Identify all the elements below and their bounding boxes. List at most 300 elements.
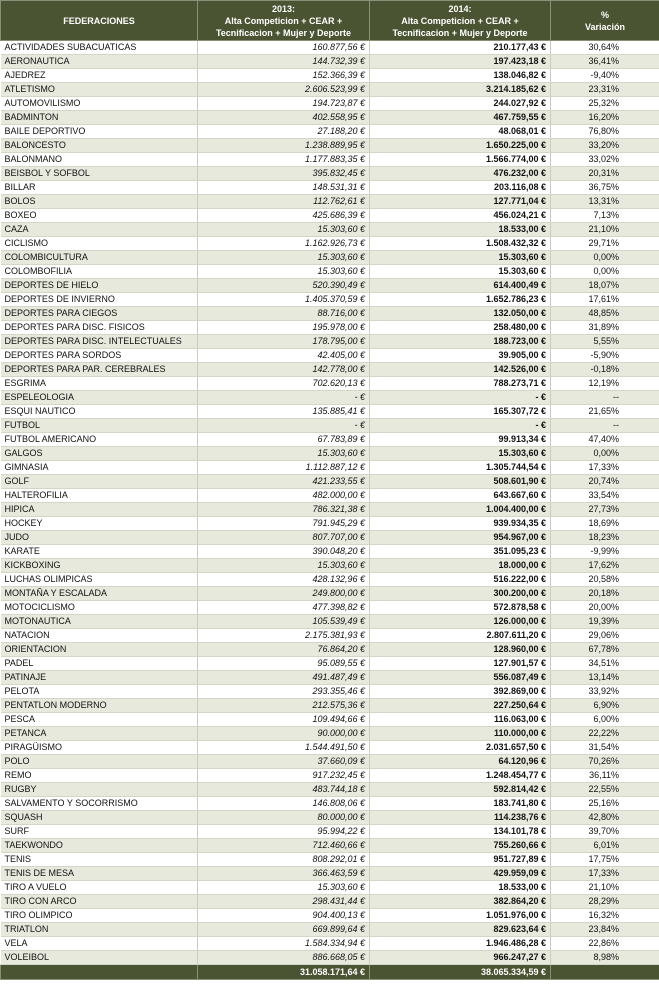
table-row xyxy=(1,111,659,125)
value-2014: 592.814,42 € xyxy=(370,783,551,797)
value-2013: 148.531,31 € xyxy=(198,181,370,195)
federation-name: ATLETISMO xyxy=(1,83,198,97)
variacion: 22,55% xyxy=(551,783,659,797)
federation-name: SALVAMENTO Y SOCORRISMO xyxy=(1,797,198,811)
total-2014: 38.065.334,59 € xyxy=(370,965,551,980)
federation-name: BALONCESTO xyxy=(1,139,198,153)
federation-name: HIPICA xyxy=(1,503,198,517)
federation-name: VOLEIBOL xyxy=(1,951,198,965)
variacion: 5,55% xyxy=(551,335,659,349)
value-2014: 788.273,71 € xyxy=(370,377,551,391)
federation-name: MONTAÑA Y ESCALADA xyxy=(1,587,198,601)
table-row xyxy=(1,783,659,797)
variacion: 47,40% xyxy=(551,433,659,447)
value-2014: 429.959,09 € xyxy=(370,867,551,881)
variacion: 76,80% xyxy=(551,125,659,139)
federation-name: AJEDREZ xyxy=(1,69,198,83)
header-federaciones: FEDERACIONES xyxy=(1,1,198,41)
value-2013: 212.575,36 € xyxy=(198,699,370,713)
table-row xyxy=(1,951,659,965)
federation-name: DEPORTES DE HIELO xyxy=(1,279,198,293)
value-2014: 951.727,89 € xyxy=(370,853,551,867)
value-2014: 300.200,00 € xyxy=(370,587,551,601)
federation-name: GOLF xyxy=(1,475,198,489)
value-2014: 1.650.225,00 € xyxy=(370,139,551,153)
variacion: 27,73% xyxy=(551,503,659,517)
variacion: 18,69% xyxy=(551,517,659,531)
variacion: 21,65% xyxy=(551,405,659,419)
federation-name: JUDO xyxy=(1,531,198,545)
federation-name: RUGBY xyxy=(1,783,198,797)
value-2013: 27.188,20 € xyxy=(198,125,370,139)
table-row xyxy=(1,405,659,419)
value-2014: 516.222,00 € xyxy=(370,573,551,587)
table-row xyxy=(1,167,659,181)
table-row xyxy=(1,349,659,363)
header-2014-line1: Alta Competicion + CEAR + xyxy=(401,15,519,26)
value-2013: 160.877,56 € xyxy=(198,41,370,55)
federation-name: CICLISMO xyxy=(1,237,198,251)
table-row xyxy=(1,335,659,349)
federation-name: BAILE DEPORTIVO xyxy=(1,125,198,139)
table-row xyxy=(1,755,659,769)
value-2013: 1.584.334,94 € xyxy=(198,937,370,951)
table-row xyxy=(1,83,659,97)
variacion: 36,75% xyxy=(551,181,659,195)
variacion: 16,20% xyxy=(551,111,659,125)
value-2013: 520.390,49 € xyxy=(198,279,370,293)
header-var-line2: Variación xyxy=(584,21,626,32)
variacion: 20,00% xyxy=(551,601,659,615)
variacion: -- xyxy=(551,391,659,405)
variacion: 70,26% xyxy=(551,755,659,769)
header-2013 xyxy=(198,1,370,41)
federation-name: SQUASH xyxy=(1,811,198,825)
variacion: 29,06% xyxy=(551,629,659,643)
federation-name: DEPORTES PARA DISC. FISICOS xyxy=(1,321,198,335)
totals-row xyxy=(1,965,659,980)
value-2013: 807.707,00 € xyxy=(198,531,370,545)
value-2014: 244.027,92 € xyxy=(370,97,551,111)
table-row xyxy=(1,251,659,265)
value-2013: 483.744,18 € xyxy=(198,783,370,797)
federation-name: GALGOS xyxy=(1,447,198,461)
value-2014: 1.566.774,00 € xyxy=(370,153,551,167)
table-row xyxy=(1,391,659,405)
table-body xyxy=(1,41,659,965)
value-2014: 15.303,60 € xyxy=(370,447,551,461)
table-row xyxy=(1,741,659,755)
variacion: 16,32% xyxy=(551,909,659,923)
table-row xyxy=(1,139,659,153)
federation-name: TIRO CON ARCO xyxy=(1,895,198,909)
value-2014: 258.480,00 € xyxy=(370,321,551,335)
value-2014: 18.533,00 € xyxy=(370,881,551,895)
federation-name: CAZA xyxy=(1,223,198,237)
table-row xyxy=(1,97,659,111)
table-row xyxy=(1,531,659,545)
federation-name: SURF xyxy=(1,825,198,839)
value-2014: 114.238,76 € xyxy=(370,811,551,825)
table-row xyxy=(1,769,659,783)
table-row xyxy=(1,937,659,951)
value-2014: 392.869,00 € xyxy=(370,685,551,699)
value-2014: 227.250,64 € xyxy=(370,699,551,713)
value-2013: 88.716,00 € xyxy=(198,307,370,321)
variacion: 33,92% xyxy=(551,685,659,699)
variacion: 22,22% xyxy=(551,727,659,741)
value-2014: 15.303,60 € xyxy=(370,265,551,279)
value-2014: 18.533,00 € xyxy=(370,223,551,237)
value-2014: 3.214.185,62 € xyxy=(370,83,551,97)
value-2013: 15.303,60 € xyxy=(198,447,370,461)
value-2013: 2.175.381,93 € xyxy=(198,629,370,643)
variacion: 39,70% xyxy=(551,825,659,839)
value-2013: 904.400,13 € xyxy=(198,909,370,923)
value-2014: 643.667,60 € xyxy=(370,489,551,503)
value-2014: 1.652.786,23 € xyxy=(370,293,551,307)
table-row xyxy=(1,433,659,447)
value-2013: 135.885,41 € xyxy=(198,405,370,419)
variacion: 8,98% xyxy=(551,951,659,965)
table-row xyxy=(1,125,659,139)
value-2013: 669.899,64 € xyxy=(198,923,370,937)
value-2013: 477.398,82 € xyxy=(198,601,370,615)
value-2014: 127.771,04 € xyxy=(370,195,551,209)
variacion: 25,32% xyxy=(551,97,659,111)
value-2013: 402.558,95 € xyxy=(198,111,370,125)
value-2013: 15.303,60 € xyxy=(198,559,370,573)
value-2013: 37.660,09 € xyxy=(198,755,370,769)
value-2014: 1.248.454,77 € xyxy=(370,769,551,783)
value-2014: 1.004.400,00 € xyxy=(370,503,551,517)
variacion: 20,74% xyxy=(551,475,659,489)
variacion: 29,71% xyxy=(551,237,659,251)
total-variacion xyxy=(551,965,659,980)
variacion: 31,54% xyxy=(551,741,659,755)
value-2014: 127.901,57 € xyxy=(370,657,551,671)
table-row xyxy=(1,41,659,55)
table-row xyxy=(1,363,659,377)
value-2014: 48.068,01 € xyxy=(370,125,551,139)
federation-name: ESQUI NAUTICO xyxy=(1,405,198,419)
federation-name: LUCHAS OLIMPICAS xyxy=(1,573,198,587)
value-2013: 146.808,06 € xyxy=(198,797,370,811)
value-2014: 614.400,49 € xyxy=(370,279,551,293)
value-2013: 42.405,00 € xyxy=(198,349,370,363)
table-row xyxy=(1,419,659,433)
federation-name: ESGRIMA xyxy=(1,377,198,391)
value-2014: 15.303,60 € xyxy=(370,251,551,265)
value-2014: 351.095,23 € xyxy=(370,545,551,559)
value-2014: 508.601,90 € xyxy=(370,475,551,489)
value-2014: 39.905,00 € xyxy=(370,349,551,363)
federation-name: BILLAR xyxy=(1,181,198,195)
value-2014: 203.116,08 € xyxy=(370,181,551,195)
table-row xyxy=(1,853,659,867)
federation-name: KICKBOXING xyxy=(1,559,198,573)
variacion: 42,80% xyxy=(551,811,659,825)
federation-name: BOLOS xyxy=(1,195,198,209)
table-row xyxy=(1,685,659,699)
variacion: 19,39% xyxy=(551,615,659,629)
value-2013: 1.162.926,73 € xyxy=(198,237,370,251)
federation-name: POLO xyxy=(1,755,198,769)
variacion: 18,07% xyxy=(551,279,659,293)
table-row xyxy=(1,629,659,643)
table-row xyxy=(1,69,659,83)
federation-name: COLOMBOFILIA xyxy=(1,265,198,279)
federation-name: BOXEO xyxy=(1,209,198,223)
table-row xyxy=(1,223,659,237)
value-2013: 712.460,66 € xyxy=(198,839,370,853)
value-2013: 390.048,20 € xyxy=(198,545,370,559)
value-2014: 165.307,72 € xyxy=(370,405,551,419)
value-2014: 142.526,00 € xyxy=(370,363,551,377)
value-2014: 116.063,00 € xyxy=(370,713,551,727)
value-2013: 1.112.887,12 € xyxy=(198,461,370,475)
value-2014: 188.723,00 € xyxy=(370,335,551,349)
federation-name: HOCKEY xyxy=(1,517,198,531)
table-row xyxy=(1,279,659,293)
value-2014: 1.305.744,54 € xyxy=(370,461,551,475)
value-2014: 1.508.432,32 € xyxy=(370,237,551,251)
table-row xyxy=(1,517,659,531)
variacion: 18,23% xyxy=(551,531,659,545)
value-2013: 80.000,00 € xyxy=(198,811,370,825)
table-row xyxy=(1,825,659,839)
variacion: 17,33% xyxy=(551,461,659,475)
federation-name: ACTIVIDADES SUBACUATICAS xyxy=(1,41,198,55)
federation-name: AERONAUTICA xyxy=(1,55,198,69)
value-2014: - € xyxy=(370,391,551,405)
variacion: 33,20% xyxy=(551,139,659,153)
variacion: 0,00% xyxy=(551,265,659,279)
table-row xyxy=(1,321,659,335)
value-2013: 917.232,45 € xyxy=(198,769,370,783)
value-2014: 382.864,20 € xyxy=(370,895,551,909)
value-2014: 1.946.486,28 € xyxy=(370,937,551,951)
table-row xyxy=(1,377,659,391)
variacion: 48,85% xyxy=(551,307,659,321)
value-2014: 939.934,35 € xyxy=(370,517,551,531)
federation-name: PELOTA xyxy=(1,685,198,699)
table-row xyxy=(1,489,659,503)
federation-name: TIRO OLIMPICO xyxy=(1,909,198,923)
value-2013: 95.994,22 € xyxy=(198,825,370,839)
value-2013: 791.945,29 € xyxy=(198,517,370,531)
value-2014: 1.051.976,00 € xyxy=(370,909,551,923)
variacion: 6,01% xyxy=(551,839,659,853)
federation-name: PADEL xyxy=(1,657,198,671)
federation-name: BALONMANO xyxy=(1,153,198,167)
federation-name: COLOMBICULTURA xyxy=(1,251,198,265)
value-2013: 491.487,49 € xyxy=(198,671,370,685)
value-2014: 134.101,78 € xyxy=(370,825,551,839)
table-row xyxy=(1,461,659,475)
value-2014: - € xyxy=(370,419,551,433)
header-2014-line2: Tecnificacion + Mujer y Deporte xyxy=(392,27,528,38)
table-row xyxy=(1,671,659,685)
table-row xyxy=(1,293,659,307)
value-2013: 95.089,55 € xyxy=(198,657,370,671)
federation-name: DEPORTES PARA DISC. INTELECTUALES xyxy=(1,335,198,349)
table-row xyxy=(1,867,659,881)
value-2013: 786.321,38 € xyxy=(198,503,370,517)
variacion: -9,40% xyxy=(551,69,659,83)
federation-name: TENIS DE MESA xyxy=(1,867,198,881)
value-2014: 132.050,00 € xyxy=(370,307,551,321)
variacion: 13,31% xyxy=(551,195,659,209)
table-row xyxy=(1,545,659,559)
variacion: 17,61% xyxy=(551,293,659,307)
value-2013: 105.539,49 € xyxy=(198,615,370,629)
header-2013-line1: Alta Competicion + CEAR + xyxy=(224,15,343,26)
federation-name: MOTONAUTICA xyxy=(1,615,198,629)
value-2013: - € xyxy=(198,419,370,433)
table-row xyxy=(1,55,659,69)
variacion: 25,16% xyxy=(551,797,659,811)
variacion: 30,64% xyxy=(551,41,659,55)
table-row xyxy=(1,713,659,727)
value-2014: 476.232,00 € xyxy=(370,167,551,181)
table-row xyxy=(1,797,659,811)
table-row xyxy=(1,727,659,741)
federation-name: PESCA xyxy=(1,713,198,727)
federation-name: BEISBOL Y SOFBOL xyxy=(1,167,198,181)
variacion: 28,29% xyxy=(551,895,659,909)
table-row xyxy=(1,475,659,489)
variacion: 67,78% xyxy=(551,643,659,657)
federation-name: BADMINTON xyxy=(1,111,198,125)
value-2014: 755.260,66 € xyxy=(370,839,551,853)
value-2013: 15.303,60 € xyxy=(198,251,370,265)
variacion: 33,02% xyxy=(551,153,659,167)
variacion: 0,00% xyxy=(551,447,659,461)
value-2013: 76.864,20 € xyxy=(198,643,370,657)
federation-name: FUTBOL xyxy=(1,419,198,433)
table-row xyxy=(1,643,659,657)
value-2013: 421.233,55 € xyxy=(198,475,370,489)
variacion: 0,00% xyxy=(551,251,659,265)
variacion: -- xyxy=(551,419,659,433)
value-2013: 152.366,39 € xyxy=(198,69,370,83)
variacion: -0,18% xyxy=(551,363,659,377)
value-2013: 178.795,00 € xyxy=(198,335,370,349)
federation-name: ORIENTACION xyxy=(1,643,198,657)
table-row xyxy=(1,895,659,909)
value-2014: 829.623,64 € xyxy=(370,923,551,937)
value-2014: 456.024,21 € xyxy=(370,209,551,223)
value-2013: 1.238.889,95 € xyxy=(198,139,370,153)
header-var-line1: % xyxy=(600,9,609,20)
variacion: 36,11% xyxy=(551,769,659,783)
variacion: 36,41% xyxy=(551,55,659,69)
value-2013: 428.132,96 € xyxy=(198,573,370,587)
table-row xyxy=(1,615,659,629)
value-2013: 1.544.491,50 € xyxy=(198,741,370,755)
value-2013: 90.000,00 € xyxy=(198,727,370,741)
value-2013: 425.686,39 € xyxy=(198,209,370,223)
federation-name: DEPORTES PARA PAR. CEREBRALES xyxy=(1,363,198,377)
federation-name: PENTATLON MODERNO xyxy=(1,699,198,713)
value-2014: 138.046,82 € xyxy=(370,69,551,83)
table-row xyxy=(1,699,659,713)
value-2013: 2.606.523,99 € xyxy=(198,83,370,97)
variacion: 13,14% xyxy=(551,671,659,685)
variacion: 23,31% xyxy=(551,83,659,97)
federation-name: TRIATLON xyxy=(1,923,198,937)
variacion: 34,51% xyxy=(551,657,659,671)
variacion: 17,75% xyxy=(551,853,659,867)
value-2014: 556.087,49 € xyxy=(370,671,551,685)
value-2014: 2.807.611,20 € xyxy=(370,629,551,643)
value-2014: 572.878,58 € xyxy=(370,601,551,615)
value-2013: 293.355,46 € xyxy=(198,685,370,699)
federation-name: TIRO A VUELO xyxy=(1,881,198,895)
value-2013: 298.431,44 € xyxy=(198,895,370,909)
table-row xyxy=(1,307,659,321)
value-2013: 249.800,00 € xyxy=(198,587,370,601)
variacion: 6,90% xyxy=(551,699,659,713)
value-2014: 183.741,80 € xyxy=(370,797,551,811)
variacion: 22,86% xyxy=(551,937,659,951)
variacion: 20,31% xyxy=(551,167,659,181)
federation-name: PATINAJE xyxy=(1,671,198,685)
federation-name: TENIS xyxy=(1,853,198,867)
value-2014: 126.000,00 € xyxy=(370,615,551,629)
value-2013: 702.620,13 € xyxy=(198,377,370,391)
federation-name: GIMNASIA xyxy=(1,461,198,475)
value-2014: 467.759,55 € xyxy=(370,111,551,125)
variacion: 21,10% xyxy=(551,223,659,237)
federation-name: DEPORTES PARA SORDOS xyxy=(1,349,198,363)
table-row xyxy=(1,209,659,223)
variacion: 31,89% xyxy=(551,321,659,335)
value-2013: 15.303,60 € xyxy=(198,223,370,237)
table-row xyxy=(1,153,659,167)
value-2013: 886.668,05 € xyxy=(198,951,370,965)
value-2013: 395.832,45 € xyxy=(198,167,370,181)
table-row xyxy=(1,181,659,195)
value-2014: 954.967,00 € xyxy=(370,531,551,545)
variacion: 20,58% xyxy=(551,573,659,587)
table-row xyxy=(1,601,659,615)
variacion: 20,18% xyxy=(551,587,659,601)
value-2013: 67.783,89 € xyxy=(198,433,370,447)
value-2014: 18.000,00 € xyxy=(370,559,551,573)
header-2014 xyxy=(370,1,551,41)
table-row xyxy=(1,573,659,587)
table-row xyxy=(1,909,659,923)
federation-name: FUTBOL AMERICANO xyxy=(1,433,198,447)
value-2013: 1.405.370,59 € xyxy=(198,293,370,307)
value-2013: 482.000,00 € xyxy=(198,489,370,503)
value-2014: 2.031.657,50 € xyxy=(370,741,551,755)
value-2013: 112.762,61 € xyxy=(198,195,370,209)
header-2013-line2: Tecnificacion + Mujer y Deporte xyxy=(215,27,352,38)
value-2014: 128.960,00 € xyxy=(370,643,551,657)
value-2013: 142.778,00 € xyxy=(198,363,370,377)
value-2013: - € xyxy=(198,391,370,405)
federation-name: KARATE xyxy=(1,545,198,559)
variacion: 23,84% xyxy=(551,923,659,937)
federation-name: PETANCA xyxy=(1,727,198,741)
table-row xyxy=(1,811,659,825)
variacion: -9,99% xyxy=(551,545,659,559)
value-2013: 195.978,00 € xyxy=(198,321,370,335)
table-row xyxy=(1,265,659,279)
